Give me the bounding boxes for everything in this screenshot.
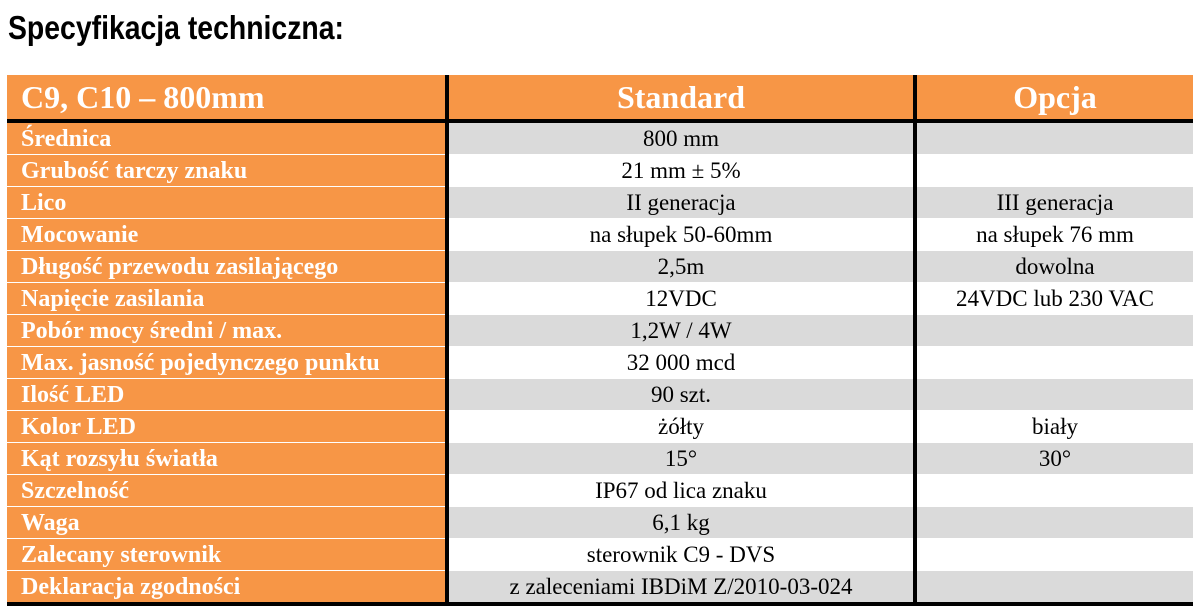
row-label: Ilość LED [7, 379, 447, 411]
row-standard-value: 12VDC [447, 283, 915, 315]
row-standard-value: 15° [447, 443, 915, 475]
row-option-value [915, 379, 1193, 411]
table-row [7, 507, 1193, 539]
row-option-value: biały [915, 411, 1193, 443]
row-label: Długość przewodu zasilającego [7, 251, 447, 283]
row-label: Mocowanie [7, 219, 447, 251]
table-row [7, 571, 1193, 605]
table-row [7, 475, 1193, 507]
row-label: Deklaracja zgodności [7, 571, 447, 605]
row-option-value [915, 121, 1193, 155]
row-standard-value: z zaleceniami IBDiM Z/2010-03-024 [447, 571, 915, 605]
row-label: Waga [7, 507, 447, 539]
table-row [7, 121, 1193, 155]
table-row [7, 443, 1193, 475]
row-option-value [915, 155, 1193, 187]
row-option-value: na słupek 76 mm [915, 219, 1193, 251]
row-option-value: 30° [915, 443, 1193, 475]
row-option-value [915, 347, 1193, 379]
header-model: C9, C10 – 800mm [7, 75, 447, 121]
table-row [7, 219, 1193, 251]
row-label: Max. jasność pojedynczego punktu [7, 347, 447, 379]
row-standard-value: sterownik C9 - DVS [447, 539, 915, 571]
row-standard-value: 2,5m [447, 251, 915, 283]
header-row [7, 75, 1193, 121]
row-label: Napięcie zasilania [7, 283, 447, 315]
header-standard: Standard [447, 75, 915, 121]
row-standard-value: 1,2W / 4W [447, 315, 915, 347]
table-row [7, 315, 1193, 347]
table-row [7, 283, 1193, 315]
spec-table [7, 75, 1193, 606]
row-standard-value: 90 szt. [447, 379, 915, 411]
table-row [7, 155, 1193, 187]
row-label: Średnica [7, 121, 447, 155]
table-row [7, 411, 1193, 443]
header-option: Opcja [915, 75, 1193, 121]
row-label: Pobór mocy średni / max. [7, 315, 447, 347]
table-row [7, 539, 1193, 571]
row-label: Kolor LED [7, 411, 447, 443]
row-standard-value: na słupek 50-60mm [447, 219, 915, 251]
row-option-value: III generacja [915, 187, 1193, 219]
table-row [7, 379, 1193, 411]
row-option-value [915, 315, 1193, 347]
row-label: Kąt rozsyłu światła [7, 443, 447, 475]
row-option-value [915, 539, 1193, 571]
row-label: Lico [7, 187, 447, 219]
row-option-value: dowolna [915, 251, 1193, 283]
row-standard-value: 800 mm [447, 121, 915, 155]
row-label: Szczelność [7, 475, 447, 507]
row-standard-value: 6,1 kg [447, 507, 915, 539]
row-standard-value: II generacja [447, 187, 915, 219]
row-label: Zalecany sterownik [7, 539, 447, 571]
table-row [7, 251, 1193, 283]
row-option-value [915, 475, 1193, 507]
row-label: Grubość tarczy znaku [7, 155, 447, 187]
page-title: Specyfikacja techniczna: [8, 9, 344, 46]
row-standard-value: 32 000 mcd [447, 347, 915, 379]
row-standard-value: żółty [447, 411, 915, 443]
row-standard-value: IP67 od lica znaku [447, 475, 915, 507]
table-row [7, 187, 1193, 219]
row-option-value [915, 507, 1193, 539]
row-standard-value: 21 mm ± 5% [447, 155, 915, 187]
row-option-value: 24VDC lub 230 VAC [915, 283, 1193, 315]
row-option-value [915, 571, 1193, 605]
table-row [7, 347, 1193, 379]
